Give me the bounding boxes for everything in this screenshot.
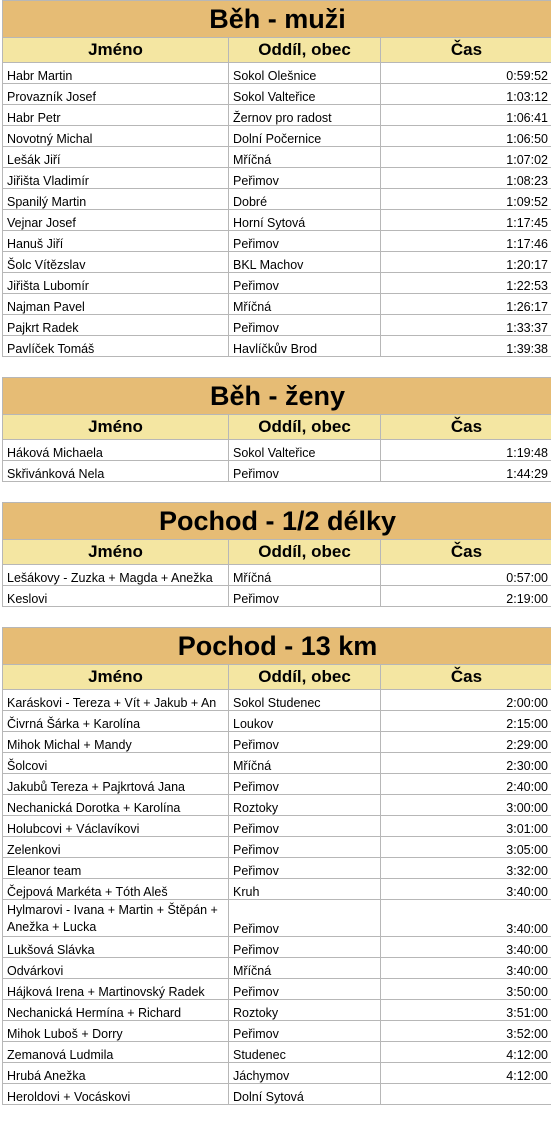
cell-club[interactable]: Peřimov [229, 273, 381, 294]
table-row [3, 440, 551, 461]
table-row [3, 690, 551, 711]
cell-name[interactable]: Jiřišta Vladimír [3, 168, 229, 189]
cell-name[interactable]: Karáskovi - Tereza + Vít + Jakub + An [3, 690, 229, 711]
header-time[interactable]: Čas [381, 540, 551, 565]
cell-time[interactable]: 3:51:00 [381, 1000, 551, 1021]
table-row [3, 336, 551, 357]
cell-club[interactable]: Dolní Sytová [229, 1084, 381, 1105]
cell-name[interactable]: Hrubá Anežka [3, 1063, 229, 1084]
header-name[interactable]: Jméno [3, 540, 229, 565]
cell-time[interactable]: 1:33:37 [381, 315, 551, 336]
cell-name[interactable]: Habr Petr [3, 105, 229, 126]
cell-time[interactable]: 1:06:41 [381, 105, 551, 126]
cell-club[interactable]: Mříčná [229, 147, 381, 168]
cell-time[interactable]: 3:40:00 [381, 879, 551, 900]
table-row [3, 1000, 551, 1021]
table-row [3, 774, 551, 795]
cell-club[interactable]: Peřimov [229, 1021, 381, 1042]
cell-name[interactable]: Provazník Josef [3, 84, 229, 105]
cell-club[interactable]: Mříčná [229, 565, 381, 586]
table-row [3, 858, 551, 879]
section-spacer [3, 607, 551, 628]
cell-club[interactable]: Peřimov [229, 461, 381, 482]
cell-club[interactable]: Peřimov [229, 774, 381, 795]
cell-club[interactable]: Mříčná [229, 294, 381, 315]
cell-club[interactable]: Roztoky [229, 1000, 381, 1021]
section-title-row [3, 378, 551, 415]
table-row [3, 294, 551, 315]
table-row [3, 210, 551, 231]
cell-time[interactable]: 1:17:46 [381, 231, 551, 252]
cell-club[interactable]: Peřimov [229, 231, 381, 252]
cell-name[interactable]: Háková Michaela [3, 440, 229, 461]
table-row [3, 1063, 551, 1084]
cell-name[interactable]: Šolcovi [3, 753, 229, 774]
header-name[interactable]: Jméno [3, 38, 229, 63]
cell-time[interactable]: 1:19:48 [381, 440, 551, 461]
section-title[interactable]: Pochod - 13 km [3, 628, 551, 665]
cell-time[interactable]: 1:22:53 [381, 273, 551, 294]
table-row [3, 126, 551, 147]
cell-time[interactable]: 2:19:00 [381, 586, 551, 607]
results-table [2, 0, 551, 1105]
cell-time[interactable]: 3:40:00 [381, 900, 551, 937]
cell-name[interactable]: Najman Pavel [3, 294, 229, 315]
table-row [3, 231, 551, 252]
cell-time[interactable]: 3:40:00 [381, 937, 551, 958]
cell-club[interactable]: BKL Machov [229, 252, 381, 273]
header-club[interactable]: Oddíl, obec [229, 540, 381, 565]
table-row [3, 315, 551, 336]
cell-club[interactable]: Studenec [229, 1042, 381, 1063]
cell-time[interactable]: 1:39:38 [381, 336, 551, 357]
table-row [3, 958, 551, 979]
cell-name[interactable]: Habr Martin [3, 63, 229, 84]
cell-club[interactable]: Peřimov [229, 315, 381, 336]
cell-club[interactable]: Sokol Valteřice [229, 440, 381, 461]
header-name[interactable]: Jméno [3, 665, 229, 690]
header-club[interactable]: Oddíl, obec [229, 415, 381, 440]
table-row [3, 586, 551, 607]
cell-name[interactable]: Hájková Irena + Martinovský Radek [3, 979, 229, 1000]
cell-time[interactable]: 0:57:00 [381, 565, 551, 586]
cell-time[interactable]: 3:50:00 [381, 979, 551, 1000]
cell-club[interactable]: Mříčná [229, 753, 381, 774]
cell-club[interactable]: Mříčná [229, 958, 381, 979]
cell-time[interactable]: 3:40:00 [381, 958, 551, 979]
cell-name[interactable]: Lešákovy - Zuzka + Magda + Anežka [3, 565, 229, 586]
column-header-row [3, 540, 551, 565]
cell-time[interactable]: 1:03:12 [381, 84, 551, 105]
cell-club[interactable]: Peřimov [229, 937, 381, 958]
header-club[interactable]: Oddíl, obec [229, 38, 381, 63]
table-row [3, 1084, 551, 1105]
section-title-row [3, 503, 551, 540]
cell-club[interactable]: Loukov [229, 711, 381, 732]
cell-club[interactable]: Kruh [229, 879, 381, 900]
cell-time[interactable]: 1:17:45 [381, 210, 551, 231]
table-row [3, 252, 551, 273]
cell-club[interactable]: Žernov pro radost [229, 105, 381, 126]
section-title[interactable]: Běh - muži [3, 1, 551, 38]
cell-club[interactable]: Peřimov [229, 837, 381, 858]
column-header-row [3, 665, 551, 690]
table-row [3, 795, 551, 816]
cell-time[interactable]: 1:08:23 [381, 168, 551, 189]
table-row [3, 105, 551, 126]
cell-name[interactable]: Holubcovi + Václavíkovi [3, 816, 229, 837]
column-header-row [3, 415, 551, 440]
cell-time[interactable]: 1:44:29 [381, 461, 551, 482]
table-row [3, 565, 551, 586]
table-row [3, 879, 551, 900]
table-row [3, 1042, 551, 1063]
table-row [3, 937, 551, 958]
cell-club[interactable]: Peřimov [229, 900, 381, 937]
table-row [3, 816, 551, 837]
cell-name[interactable]: Heroldovi + Vocáskovi [3, 1084, 229, 1105]
section-spacer [3, 482, 551, 503]
cell-name[interactable]: Mihok Michal + Mandy [3, 732, 229, 753]
cell-time[interactable]: 3:00:00 [381, 795, 551, 816]
table-row [3, 711, 551, 732]
cell-name[interactable]: Keslovi [3, 586, 229, 607]
cell-name[interactable]: Pavlíček Tomáš [3, 336, 229, 357]
cell-time[interactable]: 3:05:00 [381, 837, 551, 858]
table-row [3, 753, 551, 774]
cell-time[interactable]: 1:09:52 [381, 189, 551, 210]
cell-time[interactable]: 4:12:00 [381, 1042, 551, 1063]
cell-club[interactable]: Dolní Počernice [229, 126, 381, 147]
cell-name[interactable]: Čejpová Markéta + Tóth Aleš [3, 879, 229, 900]
cell-name[interactable]: Hylmarovi - Ivana + Martin + Štěpán + Anežka + Lucka [3, 900, 229, 937]
section-spacer [3, 357, 551, 378]
cell-club[interactable]: Dobré [229, 189, 381, 210]
section-title-row [3, 628, 551, 665]
cell-time[interactable]: 2:15:00 [381, 711, 551, 732]
section-title[interactable]: Běh - ženy [3, 378, 551, 415]
cell-name[interactable]: Novotný Michal [3, 126, 229, 147]
cell-time[interactable] [381, 1084, 551, 1105]
cell-time[interactable]: 2:00:00 [381, 690, 551, 711]
cell-club[interactable]: Havlíčkův Brod [229, 336, 381, 357]
table-row [3, 84, 551, 105]
cell-name[interactable]: Hanuš Jiří [3, 231, 229, 252]
table-row [3, 900, 551, 937]
cell-club[interactable]: Sokol Valteřice [229, 84, 381, 105]
table-row [3, 1021, 551, 1042]
cell-name[interactable]: Eleanor team [3, 858, 229, 879]
cell-name[interactable]: Mihok Luboš + Dorry [3, 1021, 229, 1042]
cell-club[interactable]: Roztoky [229, 795, 381, 816]
cell-club[interactable]: Peřimov [229, 586, 381, 607]
table-row [3, 273, 551, 294]
header-name[interactable]: Jméno [3, 415, 229, 440]
table-row [3, 837, 551, 858]
cell-time[interactable]: 2:30:00 [381, 753, 551, 774]
header-time[interactable]: Čas [381, 665, 551, 690]
cell-club[interactable]: Sokol Olešnice [229, 63, 381, 84]
cell-time[interactable]: 2:29:00 [381, 732, 551, 753]
cell-name[interactable]: Jiřišta Lubomír [3, 273, 229, 294]
cell-time[interactable]: 1:06:50 [381, 126, 551, 147]
cell-name[interactable]: Vejnar Josef [3, 210, 229, 231]
cell-time[interactable]: 3:52:00 [381, 1021, 551, 1042]
cell-name[interactable]: Spanilý Martin [3, 189, 229, 210]
cell-name[interactable]: Nechanická Dorotka + Karolína [3, 795, 229, 816]
section-title[interactable]: Pochod - 1/2 délky [3, 503, 551, 540]
table-row [3, 189, 551, 210]
column-header-row [3, 38, 551, 63]
cell-club[interactable]: Sokol Studenec [229, 690, 381, 711]
cell-name[interactable]: Zemanová Ludmila [3, 1042, 229, 1063]
cell-time[interactable]: 3:01:00 [381, 816, 551, 837]
cell-time[interactable]: 4:12:00 [381, 1063, 551, 1084]
header-time[interactable]: Čas [381, 38, 551, 63]
cell-time[interactable]: 1:07:02 [381, 147, 551, 168]
table-row [3, 461, 551, 482]
cell-club[interactable]: Peřimov [229, 168, 381, 189]
cell-time[interactable]: 2:40:00 [381, 774, 551, 795]
cell-club[interactable]: Horní Sytová [229, 210, 381, 231]
cell-time[interactable]: 1:20:17 [381, 252, 551, 273]
cell-club[interactable]: Peřimov [229, 858, 381, 879]
cell-name[interactable]: Lukšová Slávka [3, 937, 229, 958]
table-row [3, 63, 551, 84]
cell-name[interactable]: Pajkrt Radek [3, 315, 229, 336]
table-row [3, 168, 551, 189]
cell-time[interactable]: 3:32:00 [381, 858, 551, 879]
cell-club[interactable]: Jáchymov [229, 1063, 381, 1084]
cell-club[interactable]: Peřimov [229, 979, 381, 1000]
cell-time[interactable]: 0:59:52 [381, 63, 551, 84]
cell-name[interactable]: Odvárkovi [3, 958, 229, 979]
table-row [3, 979, 551, 1000]
cell-name[interactable]: Lešák Jiří [3, 147, 229, 168]
header-club[interactable]: Oddíl, obec [229, 665, 381, 690]
table-row [3, 732, 551, 753]
cell-club[interactable]: Peřimov [229, 816, 381, 837]
cell-name[interactable]: Nechanická Hermína + Richard [3, 1000, 229, 1021]
cell-name[interactable]: Čivrná Šárka + Karolína [3, 711, 229, 732]
cell-name[interactable]: Zelenkovi [3, 837, 229, 858]
results-table-body [3, 1, 551, 1105]
section-title-row [3, 1, 551, 38]
table-row [3, 147, 551, 168]
header-time[interactable]: Čas [381, 415, 551, 440]
cell-time[interactable]: 1:26:17 [381, 294, 551, 315]
cell-name[interactable]: Šolc Vítězslav [3, 252, 229, 273]
cell-name[interactable]: Jakubů Tereza + Pajkrtová Jana [3, 774, 229, 795]
cell-club[interactable]: Peřimov [229, 732, 381, 753]
cell-name[interactable]: Skřivánková Nela [3, 461, 229, 482]
